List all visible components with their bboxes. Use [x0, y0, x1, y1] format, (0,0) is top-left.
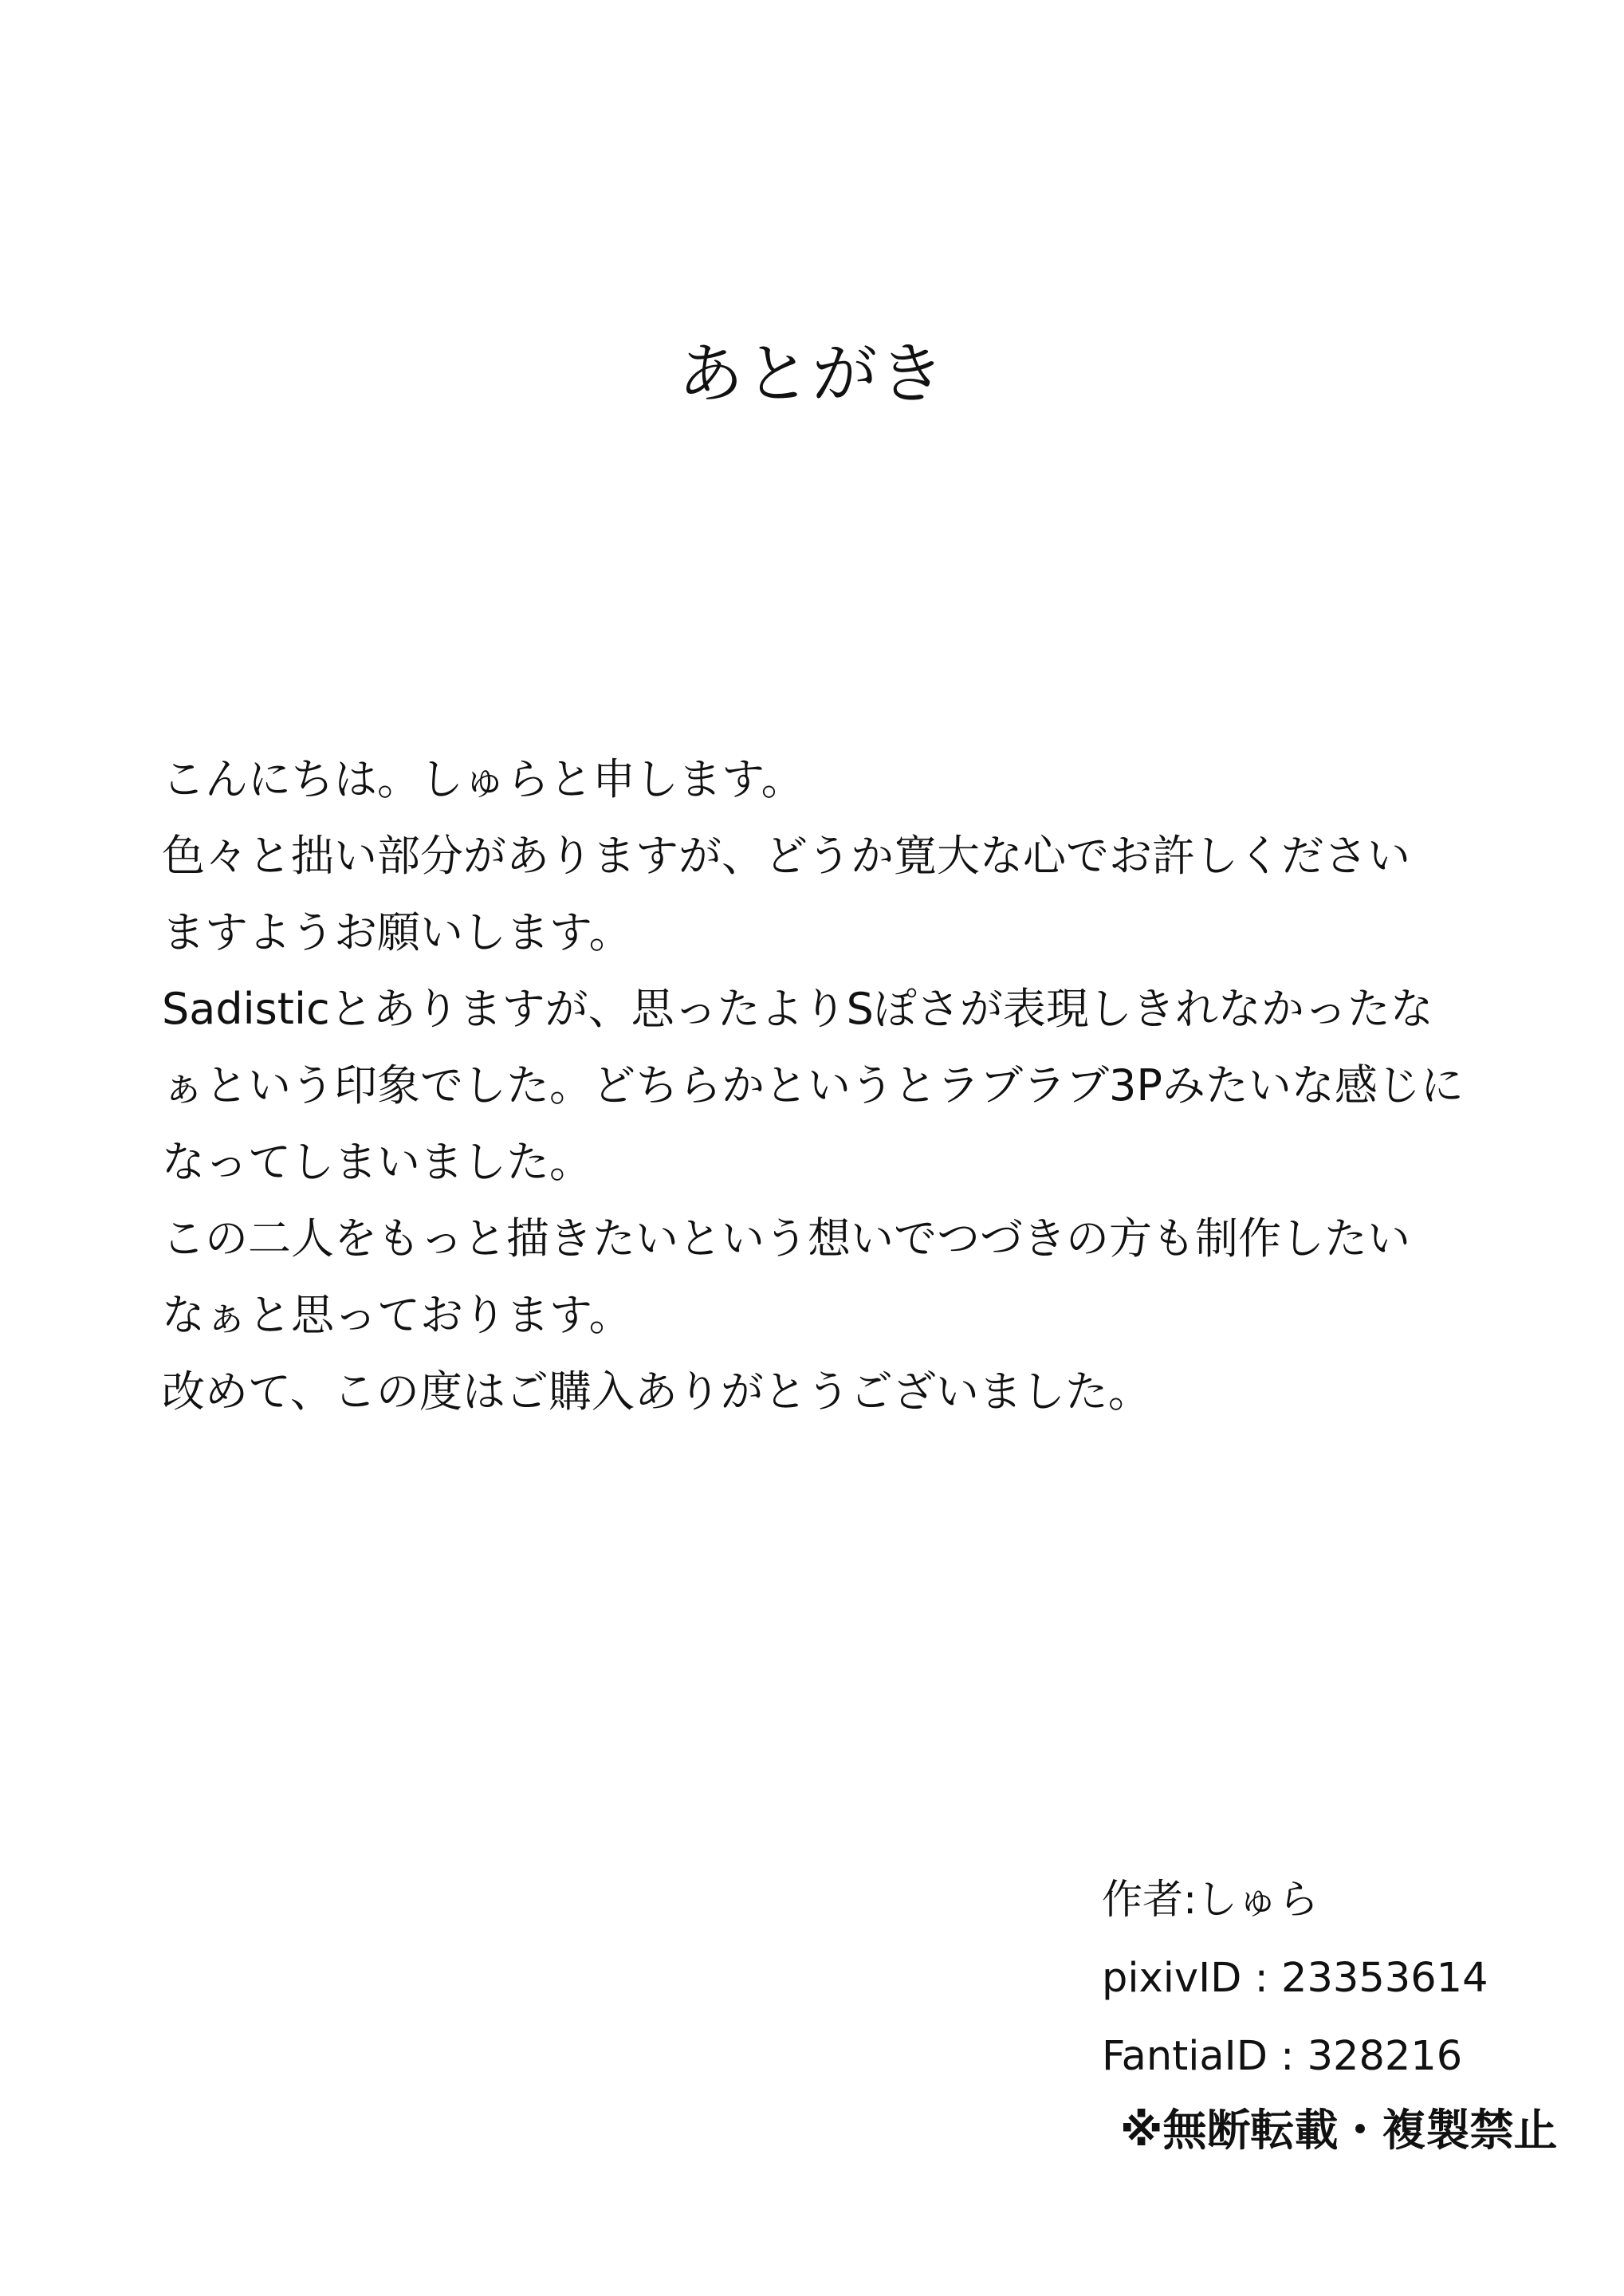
body-line: ますようお願いします。	[162, 907, 632, 957]
copyright-notice: ※無断転載・複製禁止	[1120, 2105, 1558, 2156]
author-credits	[1102, 1862, 1612, 2096]
body-line: なってしまいました。	[162, 1137, 592, 1187]
fantia-id: FantiaID : 328216	[1102, 2033, 1463, 2080]
body-line: なぁと思っております。	[162, 1290, 632, 1340]
pixiv-id: pixivID : 23353614	[1102, 1955, 1488, 2002]
body-line: こんにちは。しゅらと申します。	[162, 754, 804, 804]
body-line: Sadisticとありますが、思ったよりSぽさが表現しきれなかったな	[162, 984, 1433, 1034]
body-line: この二人をもっと描きたいという想いでつづきの方も制作したい	[162, 1213, 1410, 1264]
afterword-body	[162, 741, 1517, 1430]
author-name: 作者:しゅら	[1102, 1877, 1319, 1924]
body-line: 改めて、この度はご購入ありがとうございました。	[162, 1366, 1151, 1417]
page-title: あとがき	[678, 336, 946, 412]
body-line: 色々と拙い部分がありますが、どうか寛大な心でお許しください	[162, 831, 1410, 881]
body-line: ぁという印象でした。どちらかというとラブラブ3Pみたいな感じに	[162, 1060, 1464, 1111]
